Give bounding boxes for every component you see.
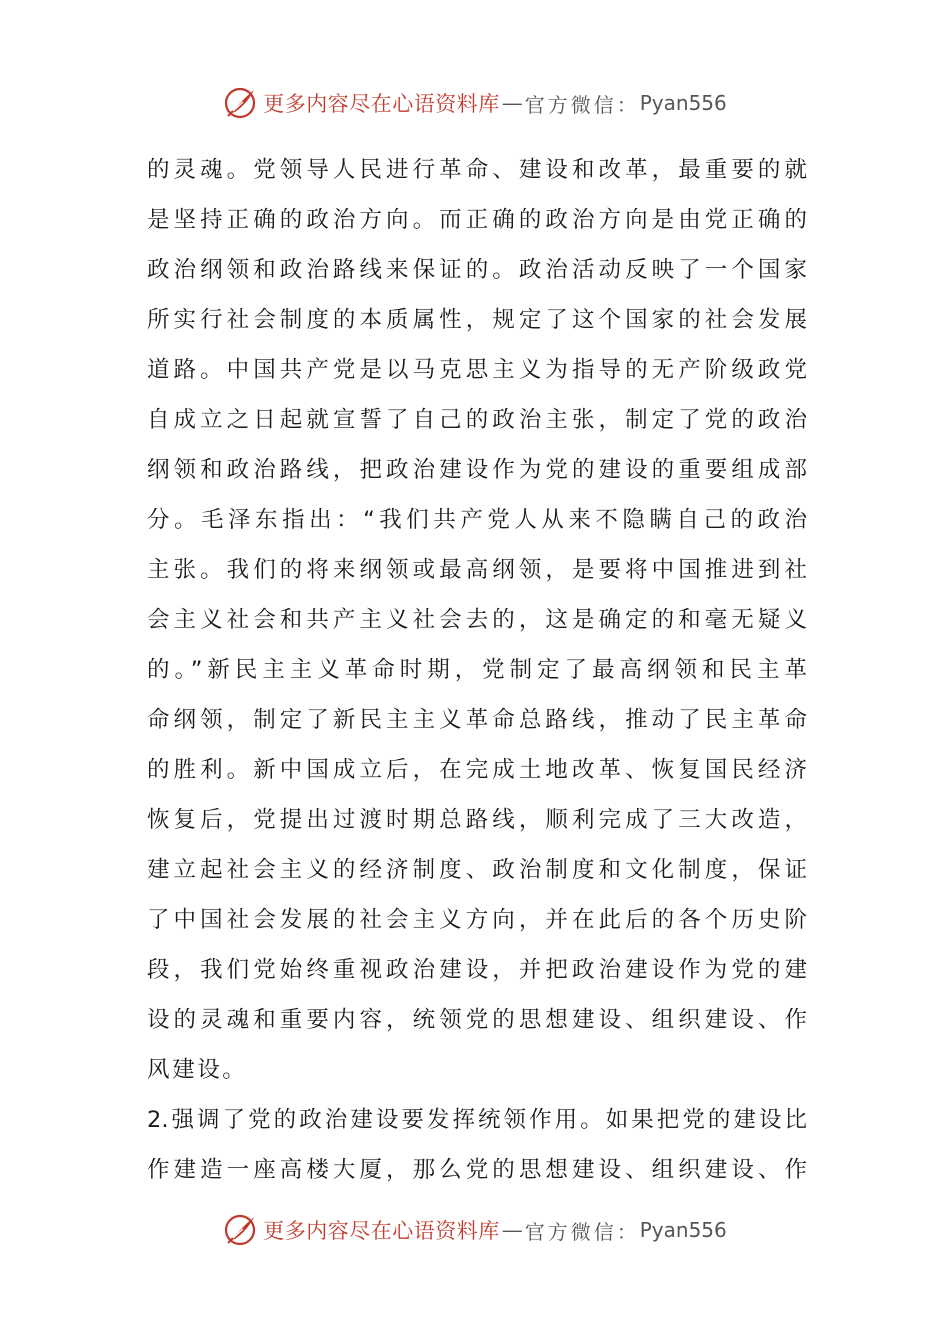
body-line: 建立起社会主义的经济制度、政治制度和文化制度，保证: [147, 857, 807, 883]
body-line: 的灵魂。党领导人民进行革命、建设和改革，最重要的就: [147, 157, 807, 183]
footer-wechat-id: Pyan556: [639, 1218, 727, 1242]
quill-logo-icon: [223, 1212, 259, 1248]
footer-banner: [0, 1210, 950, 1250]
body-line: 恢复后，党提出过渡时期总路线，顺利完成了三大改造，: [147, 807, 807, 833]
quill-logo-icon: [223, 85, 259, 121]
body-line: 纲领和政治路线，把政治建设作为党的建设的重要组成部: [147, 457, 807, 483]
body-line: 了中国社会发展的社会主义方向，并在此后的各个历史阶: [147, 907, 807, 933]
document-body: [147, 145, 807, 1195]
body-line: 风建设。: [147, 1057, 248, 1083]
header-wechat-label: 官方微信：: [524, 92, 640, 117]
body-line: 所实行社会制度的本质属性，规定了这个国家的社会发展: [147, 307, 807, 333]
body-line: 会主义社会和共产主义社会去的，这是确定的和毫无疑义: [147, 607, 807, 633]
footer-wechat-label: 官方微信：: [524, 1219, 640, 1244]
body-line: 的。”新民主主义革命时期，党制定了最高纲领和民主革: [147, 657, 807, 683]
body-line: 政治纲领和政治路线来保证的。政治活动反映了一个国家: [147, 257, 807, 283]
body-line: 是坚持正确的政治方向。而正确的政治方向是由党正确的: [147, 207, 807, 233]
body-line: 道路。中国共产党是以马克思主义为指导的无产阶级政党: [147, 357, 807, 383]
header-wechat-id: Pyan556: [639, 91, 727, 115]
body-line: 作建造一座高楼大厦，那么党的思想建设、组织建设、作: [147, 1157, 807, 1183]
header-slogan: 更多内容尽在心语资料库: [263, 92, 500, 116]
section-heading-line: 2.强调了党的政治建设要发挥统领作用。如果把党的建设比: [147, 1107, 807, 1133]
body-line: 命纲领，制定了新民主主义革命总路线，推动了民主革命: [147, 707, 807, 733]
header-dash: —: [501, 91, 523, 115]
body-line: 主张。我们的将来纲领或最高纲领，是要将中国推进到社: [147, 557, 807, 583]
body-line: 分。毛泽东指出：“我们共产党人从来不隐瞒自己的政治: [147, 507, 807, 533]
footer-slogan: 更多内容尽在心语资料库: [263, 1219, 500, 1243]
body-line: 设的灵魂和重要内容，统领党的思想建设、组织建设、作: [147, 1007, 807, 1033]
footer-dash: —: [501, 1218, 523, 1242]
body-line: 自成立之日起就宣誓了自己的政治主张，制定了党的政治: [147, 407, 807, 433]
body-line: 的胜利。新中国成立后，在完成土地改革、恢复国民经济: [147, 757, 807, 783]
header-banner: [0, 83, 950, 123]
body-line: 段，我们党始终重视政治建设，并把政治建设作为党的建: [147, 957, 807, 983]
